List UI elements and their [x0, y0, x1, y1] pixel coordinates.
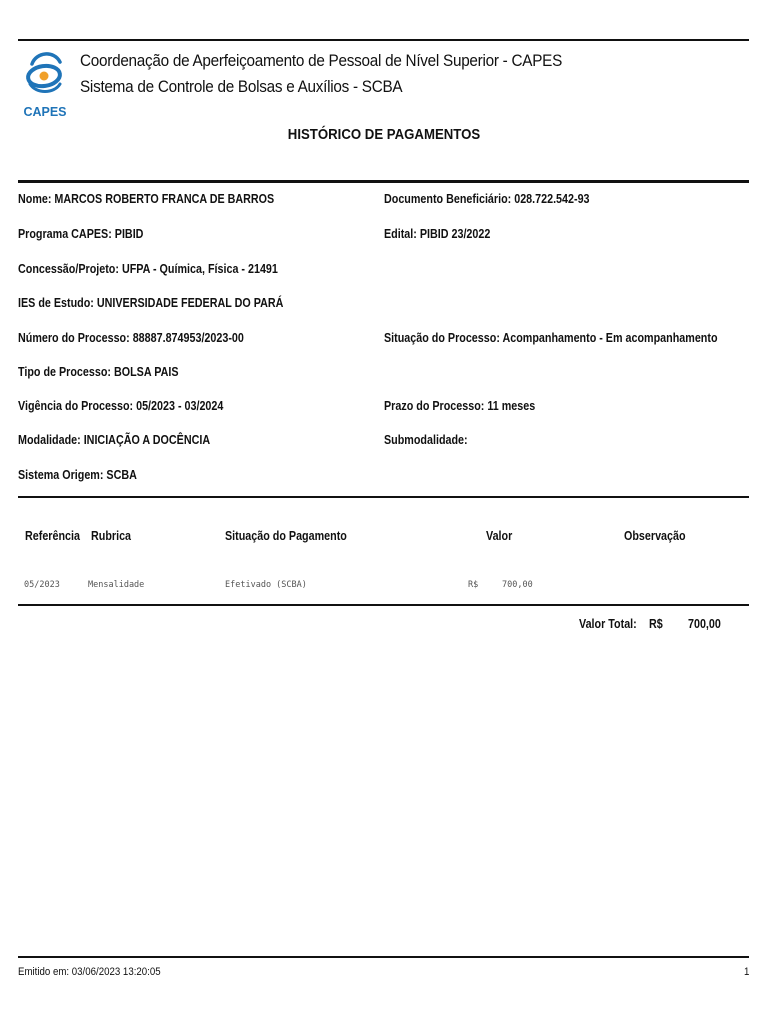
cell-valor: 700,00	[502, 580, 533, 590]
col-header-situacao: Situação do Pagamento	[225, 529, 347, 543]
org-name: Coordenação de Aperfeiçoamento de Pessoal de Nível Superior - CAPES	[80, 51, 563, 70]
field-submodalidade: Submodalidade:	[384, 433, 468, 447]
total-currency: R$	[649, 617, 663, 631]
col-header-referencia: Referência	[25, 529, 80, 543]
field-documento: Documento Beneficiário: 028.722.542-93	[384, 192, 590, 206]
col-header-rubrica: Rubrica	[91, 529, 132, 543]
total-value: 700,00	[688, 617, 721, 631]
field-concessao: Concessão/Projeto: UFPA - Química, Física - 21491	[18, 262, 278, 276]
col-header-valor: Valor	[486, 529, 513, 543]
cell-rubrica: Mensalidade	[88, 580, 145, 590]
capes-emblem-icon	[27, 54, 61, 92]
field-tipo-processo: Tipo de Processo: BOLSA PAIS	[18, 365, 179, 379]
system-name: Sistema de Controle de Bolsas e Auxílios - SCBA	[80, 77, 403, 96]
cell-situacao: Efetivado (SCBA)	[225, 580, 307, 590]
field-situacao-processo: Situação do Processo: Acompanhamento - Em acompanhamento	[384, 331, 718, 345]
field-programa: Programa CAPES: PIBID	[18, 227, 144, 241]
field-nome: Nome: MARCOS ROBERTO FRANCA DE BARROS	[18, 192, 275, 206]
field-vigencia: Vigência do Processo: 05/2023 - 03/2024	[18, 399, 224, 413]
capes-logo	[22, 46, 68, 120]
field-sistema-origem: Sistema Origem: SCBA	[18, 468, 137, 482]
emission-date: Emitido em: 03/06/2023 13:20:05	[18, 966, 161, 978]
table-rule-bottom	[18, 604, 749, 606]
field-modalidade: Modalidade: INICIAÇÃO A DOCÊNCIA	[18, 433, 211, 447]
page-title: HISTÓRICO DE PAGAMENTOS	[287, 126, 481, 143]
page-number: 1	[744, 966, 750, 978]
capes-logo-text: CAPES	[23, 105, 67, 119]
field-numero-processo: Número do Processo: 88887.874953/2023-00	[18, 331, 244, 345]
section-rule-middle	[18, 496, 749, 498]
cell-moeda: R$	[468, 580, 479, 590]
section-rule-top	[18, 180, 749, 183]
col-header-observacao: Observação	[624, 529, 686, 543]
top-rule	[18, 39, 749, 41]
cell-referencia: 05/2023	[24, 580, 60, 590]
footer-rule	[18, 956, 749, 958]
field-prazo: Prazo do Processo: 11 meses	[384, 399, 536, 413]
field-ies: IES de Estudo: UNIVERSIDADE FEDERAL DO PARÁ	[18, 296, 284, 310]
total-label: Valor Total:	[579, 617, 637, 631]
field-edital: Edital: PIBID 23/2022	[384, 227, 491, 241]
